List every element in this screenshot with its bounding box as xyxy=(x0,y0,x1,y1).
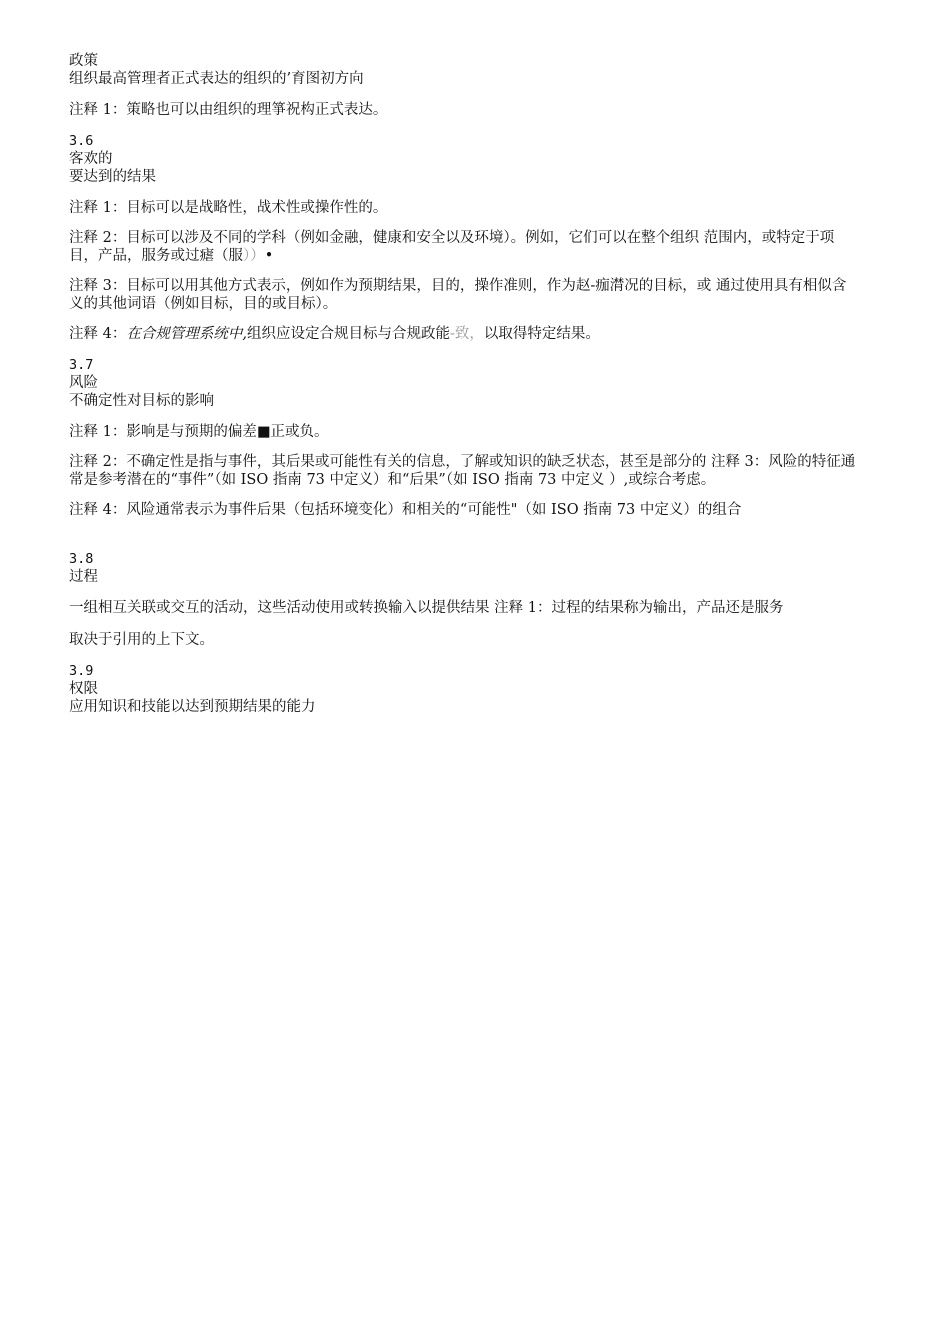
section-number: 3.9 xyxy=(69,663,94,679)
note xyxy=(69,277,859,313)
note-text: 目标可以用其他方式表示，例如作为预期结果，目的，操作准则，作为赵-痂潸况的目标，或 通过使用具有相似含义的其他词语（例如目标，目的或目标）。 xyxy=(69,278,847,312)
note-label: 注释 4： xyxy=(69,502,127,518)
note-label: 注释 1： xyxy=(69,200,127,216)
note xyxy=(69,101,859,119)
term-definition: 要达到的结果 xyxy=(69,169,156,185)
section-number: 3.8 xyxy=(69,551,94,567)
note-faint-text: ）） xyxy=(243,248,265,264)
note-text: 影响是与预期的偏差■正或负。 xyxy=(126,424,329,440)
note-italic-text: 在合规管理系统中, xyxy=(126,326,247,342)
section-number: 3.7 xyxy=(69,357,94,373)
term-definition-line: 取决于引用的上下文。 xyxy=(69,632,214,648)
term-name: 过程 xyxy=(69,569,98,585)
note-label: 注释 2： xyxy=(69,454,127,470)
note-text: 组织应设定合规目标与合规政能 xyxy=(246,326,450,342)
term-definition xyxy=(69,599,859,649)
note-tail: • xyxy=(264,248,274,264)
note-text: 不确定性是指与事件，其后果或可能性有关的信息，了解或知识的缺乏状态，甚至是部分的 注释 3：风险的特征通常是参考潜在的“事件”（如 ISO 指南 73 中定义）和“后果”（如 ISO 指南 73 中定义 ）,或综合考虑。 xyxy=(69,454,856,488)
note-faint-text: -致， xyxy=(449,326,484,342)
note-label: 注释 4： xyxy=(69,326,127,342)
note xyxy=(69,501,859,519)
term-name: 政策 xyxy=(69,53,98,69)
note-label: 注释 3： xyxy=(69,278,127,294)
note-text: 风险通常表示为事件后果（包括环境变化）和相关的“可能性"（如 ISO 指南 73 中定义）的组合 xyxy=(126,502,742,518)
term-name: 权限 xyxy=(69,681,98,697)
section-3-7 xyxy=(69,356,859,410)
section-3-9 xyxy=(69,662,859,716)
section-3-8 xyxy=(69,550,859,586)
note-text-rest: 以取得特定结果。 xyxy=(483,326,600,342)
note-label: 注释 1： xyxy=(69,102,127,118)
note xyxy=(69,453,859,489)
note-text: 目标可以是战略性，战术性或操作性的。 xyxy=(126,200,388,216)
term-definition: 不确定性对目标的影响 xyxy=(69,393,214,409)
note-text: 目标可以涉及不同的学科（例如金融，健康和安全以及环境）。例如，它们可以在整个组织 范围内，或特定于项目，产品，服务或过瘧（服 xyxy=(69,230,835,264)
note xyxy=(69,199,859,217)
note-label: 注释 1： xyxy=(69,424,127,440)
note xyxy=(69,423,859,441)
term-name: 客欢的 xyxy=(69,151,113,167)
term-definition: 组织最高管理者正式表达的组织的’育图初方向 xyxy=(69,71,364,87)
note xyxy=(69,325,859,343)
term-definition: 应用知识和技能以达到预期结果的能力 xyxy=(69,699,316,715)
term-policy xyxy=(69,52,859,88)
document-page xyxy=(69,52,859,716)
term-definition-line: 一组相互关联或交互的活动，这些活动使用或转换输入以提供结果 注释 1：过程的结果称为输出，产品还是服务 xyxy=(69,600,784,616)
note-text: 策略也可以由组织的理箏祝构正式表达。 xyxy=(126,102,388,118)
note-label: 注释 2： xyxy=(69,230,127,246)
section-3-6 xyxy=(69,132,859,186)
section-number: 3.6 xyxy=(69,133,94,149)
term-name: 风险 xyxy=(69,375,98,391)
note xyxy=(69,229,859,265)
